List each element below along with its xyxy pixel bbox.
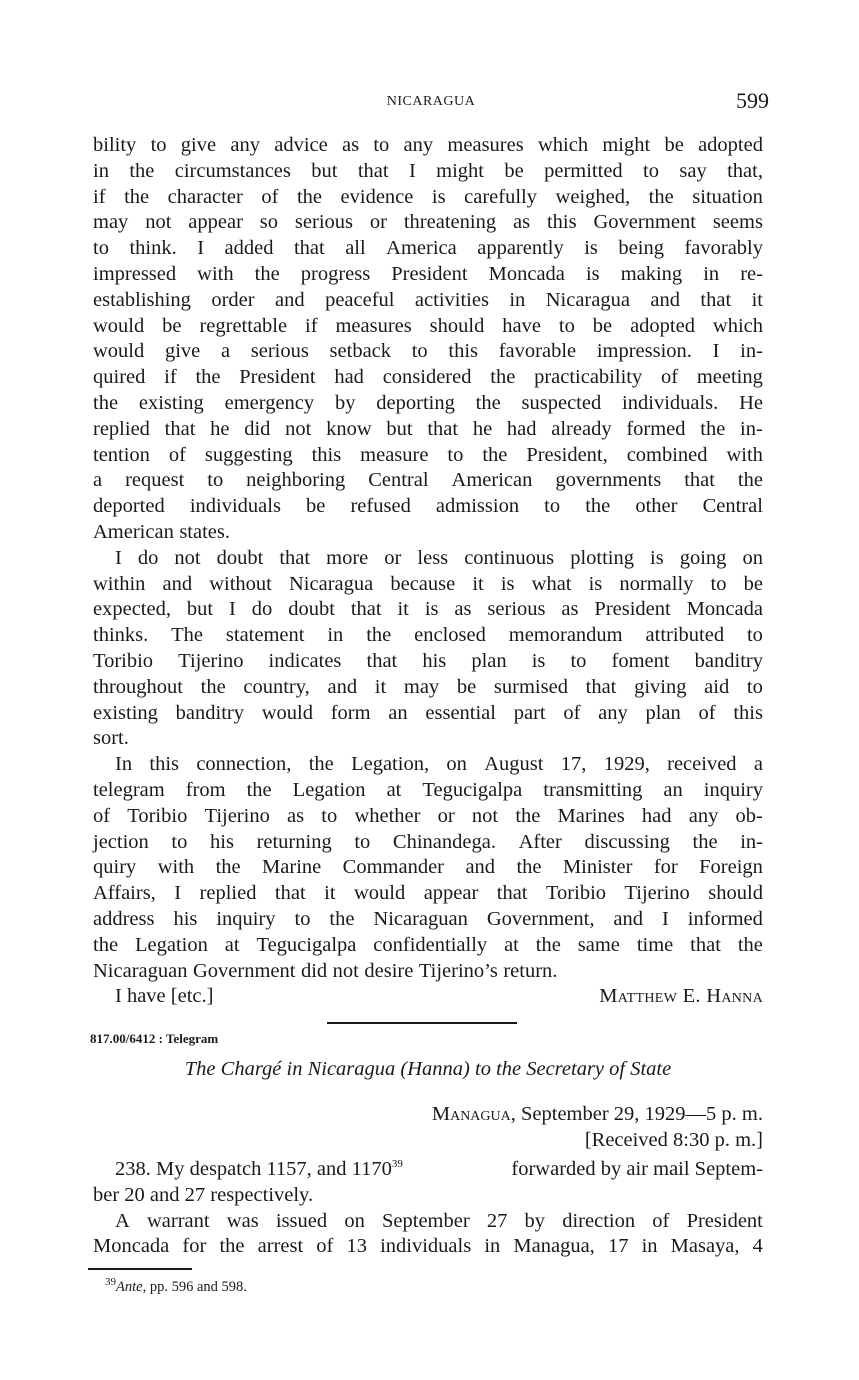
text-line: would give a serious setback to this favorable impression. I in- (93, 340, 763, 363)
document-title: The Chargé in Nicaragua (Hanna) to the Secretary of State (184, 1058, 672, 1080)
paragraph-1 (93, 133, 763, 546)
text-line: quiry with the Marine Commander and the Minister for Foreign (93, 856, 763, 879)
text-line: a request to neighboring Central American governments that the (93, 469, 763, 492)
text-line: quired if the President had considered the practicability of meeting (93, 366, 763, 389)
text-line: telegram from the Legation at Tegucigalpa transmitting an inquiry (93, 778, 763, 801)
text-line: American states. (93, 520, 230, 543)
text-line: jection to his returning to Chinandega. After discussing the in- (93, 830, 763, 853)
text-line: thinks. The statement in the enclosed memorandum attributed to (93, 624, 763, 647)
place-date (432, 1101, 763, 1127)
text-line: In this connection, the Legation, on August 17, 1929, received a (115, 753, 763, 776)
page-header (93, 88, 769, 122)
text-line: would be regrettable if measures should have to be adopted which (93, 314, 763, 337)
text-line: to think. I added that all America apparently is being favorably (93, 237, 763, 260)
section-divider (327, 1022, 517, 1024)
text-line: establishing order and peaceful activities in Nicaragua and that it (93, 288, 763, 311)
telegram-text: ber 20 and 27 respectively. (93, 1183, 314, 1206)
footnote (105, 1276, 247, 1296)
paragraph-3 (93, 752, 763, 984)
text-line: in the circumstances but that I might be permitted to say that, (93, 159, 763, 182)
letter-body (93, 133, 763, 1010)
text-line: throughout the country, and it may be surmised that giving aid to (93, 675, 763, 698)
text-line: bility to give any advice as to any measures which might be adopted (93, 134, 763, 156)
text-line: replied that he did not know but that he had already formed the in- (93, 417, 763, 440)
place: Managua (431, 1103, 511, 1125)
text-line: impressed with the progress President Moncada is making in re- (93, 262, 763, 285)
text-line: A warrant was issued on September 27 by direction of President (115, 1209, 763, 1232)
footnote-ref: Ante (116, 1279, 143, 1295)
date: , September 29, 1929—5 p. m. (510, 1103, 763, 1125)
text-line: existing banditry would form an essential part of any plan of this (93, 701, 763, 724)
received-time: [Received 8:30 p. m.] (584, 1129, 763, 1151)
running-head: NICARAGUA (386, 94, 476, 109)
telegram-text: 238. My despatch 1157, and 1170 (115, 1158, 392, 1180)
text-line (93, 1183, 763, 1209)
telegram-body (93, 1157, 763, 1260)
file-reference: 817.00/6412 : Telegram (90, 1031, 219, 1046)
dateline (432, 1101, 763, 1153)
page-number: 599 (736, 88, 769, 113)
text-line (93, 1157, 763, 1183)
footnote-text: , pp. 596 and 598. (142, 1279, 247, 1295)
paragraph-2 (93, 546, 763, 752)
text-line: if the character of the evidence is carefully weighed, the situation (93, 185, 763, 208)
footnote-divider (88, 1268, 192, 1270)
footnote-marker: 39 (391, 1158, 403, 1171)
footnote-number: 39 (105, 1276, 116, 1289)
text-line: Affairs, I replied that it would appear that Toribio Tijerino should (93, 882, 763, 905)
text-line: I do not doubt that more or less continuous plotting is going on (115, 546, 763, 569)
telegram-text: forwarded by air mail Septem- (511, 1158, 763, 1180)
text-line: the Legation at Tegucigalpa confidentially at the same time that the (93, 933, 763, 956)
text-line: the existing emergency by deporting the suspected individuals. He (93, 391, 763, 414)
text-line: address his inquiry to the Nicaraguan Government, and I informed (93, 907, 763, 930)
text-line: Toribio Tijerino indicates that his plan is to foment banditry (93, 649, 763, 672)
closing-line (93, 984, 763, 1010)
text-line: of Toribio Tijerino as to whether or not the Marines had any ob- (93, 804, 763, 827)
text-line: Nicaraguan Government did not desire Tijerino’s return. (93, 959, 558, 982)
text-line: expected, but I do doubt that it is as serious as President Moncada (93, 598, 763, 621)
text-line: within and without Nicaragua because it is what is normally to be (93, 572, 763, 595)
text-line: Moncada for the arrest of 13 individuals in Managua, 17 in Masaya, 4 (93, 1235, 763, 1258)
text-line: deported individuals be refused admission to the other Central (93, 495, 763, 518)
text-line: tention of suggesting this measure to the President, combined with (93, 443, 763, 466)
text-line: sort. (93, 727, 129, 750)
closing-text: I have [etc.] (115, 985, 214, 1008)
text-line: may not appear so serious or threatening as this Government seems (93, 211, 763, 234)
signature: Matthew E. Hanna (599, 985, 763, 1008)
